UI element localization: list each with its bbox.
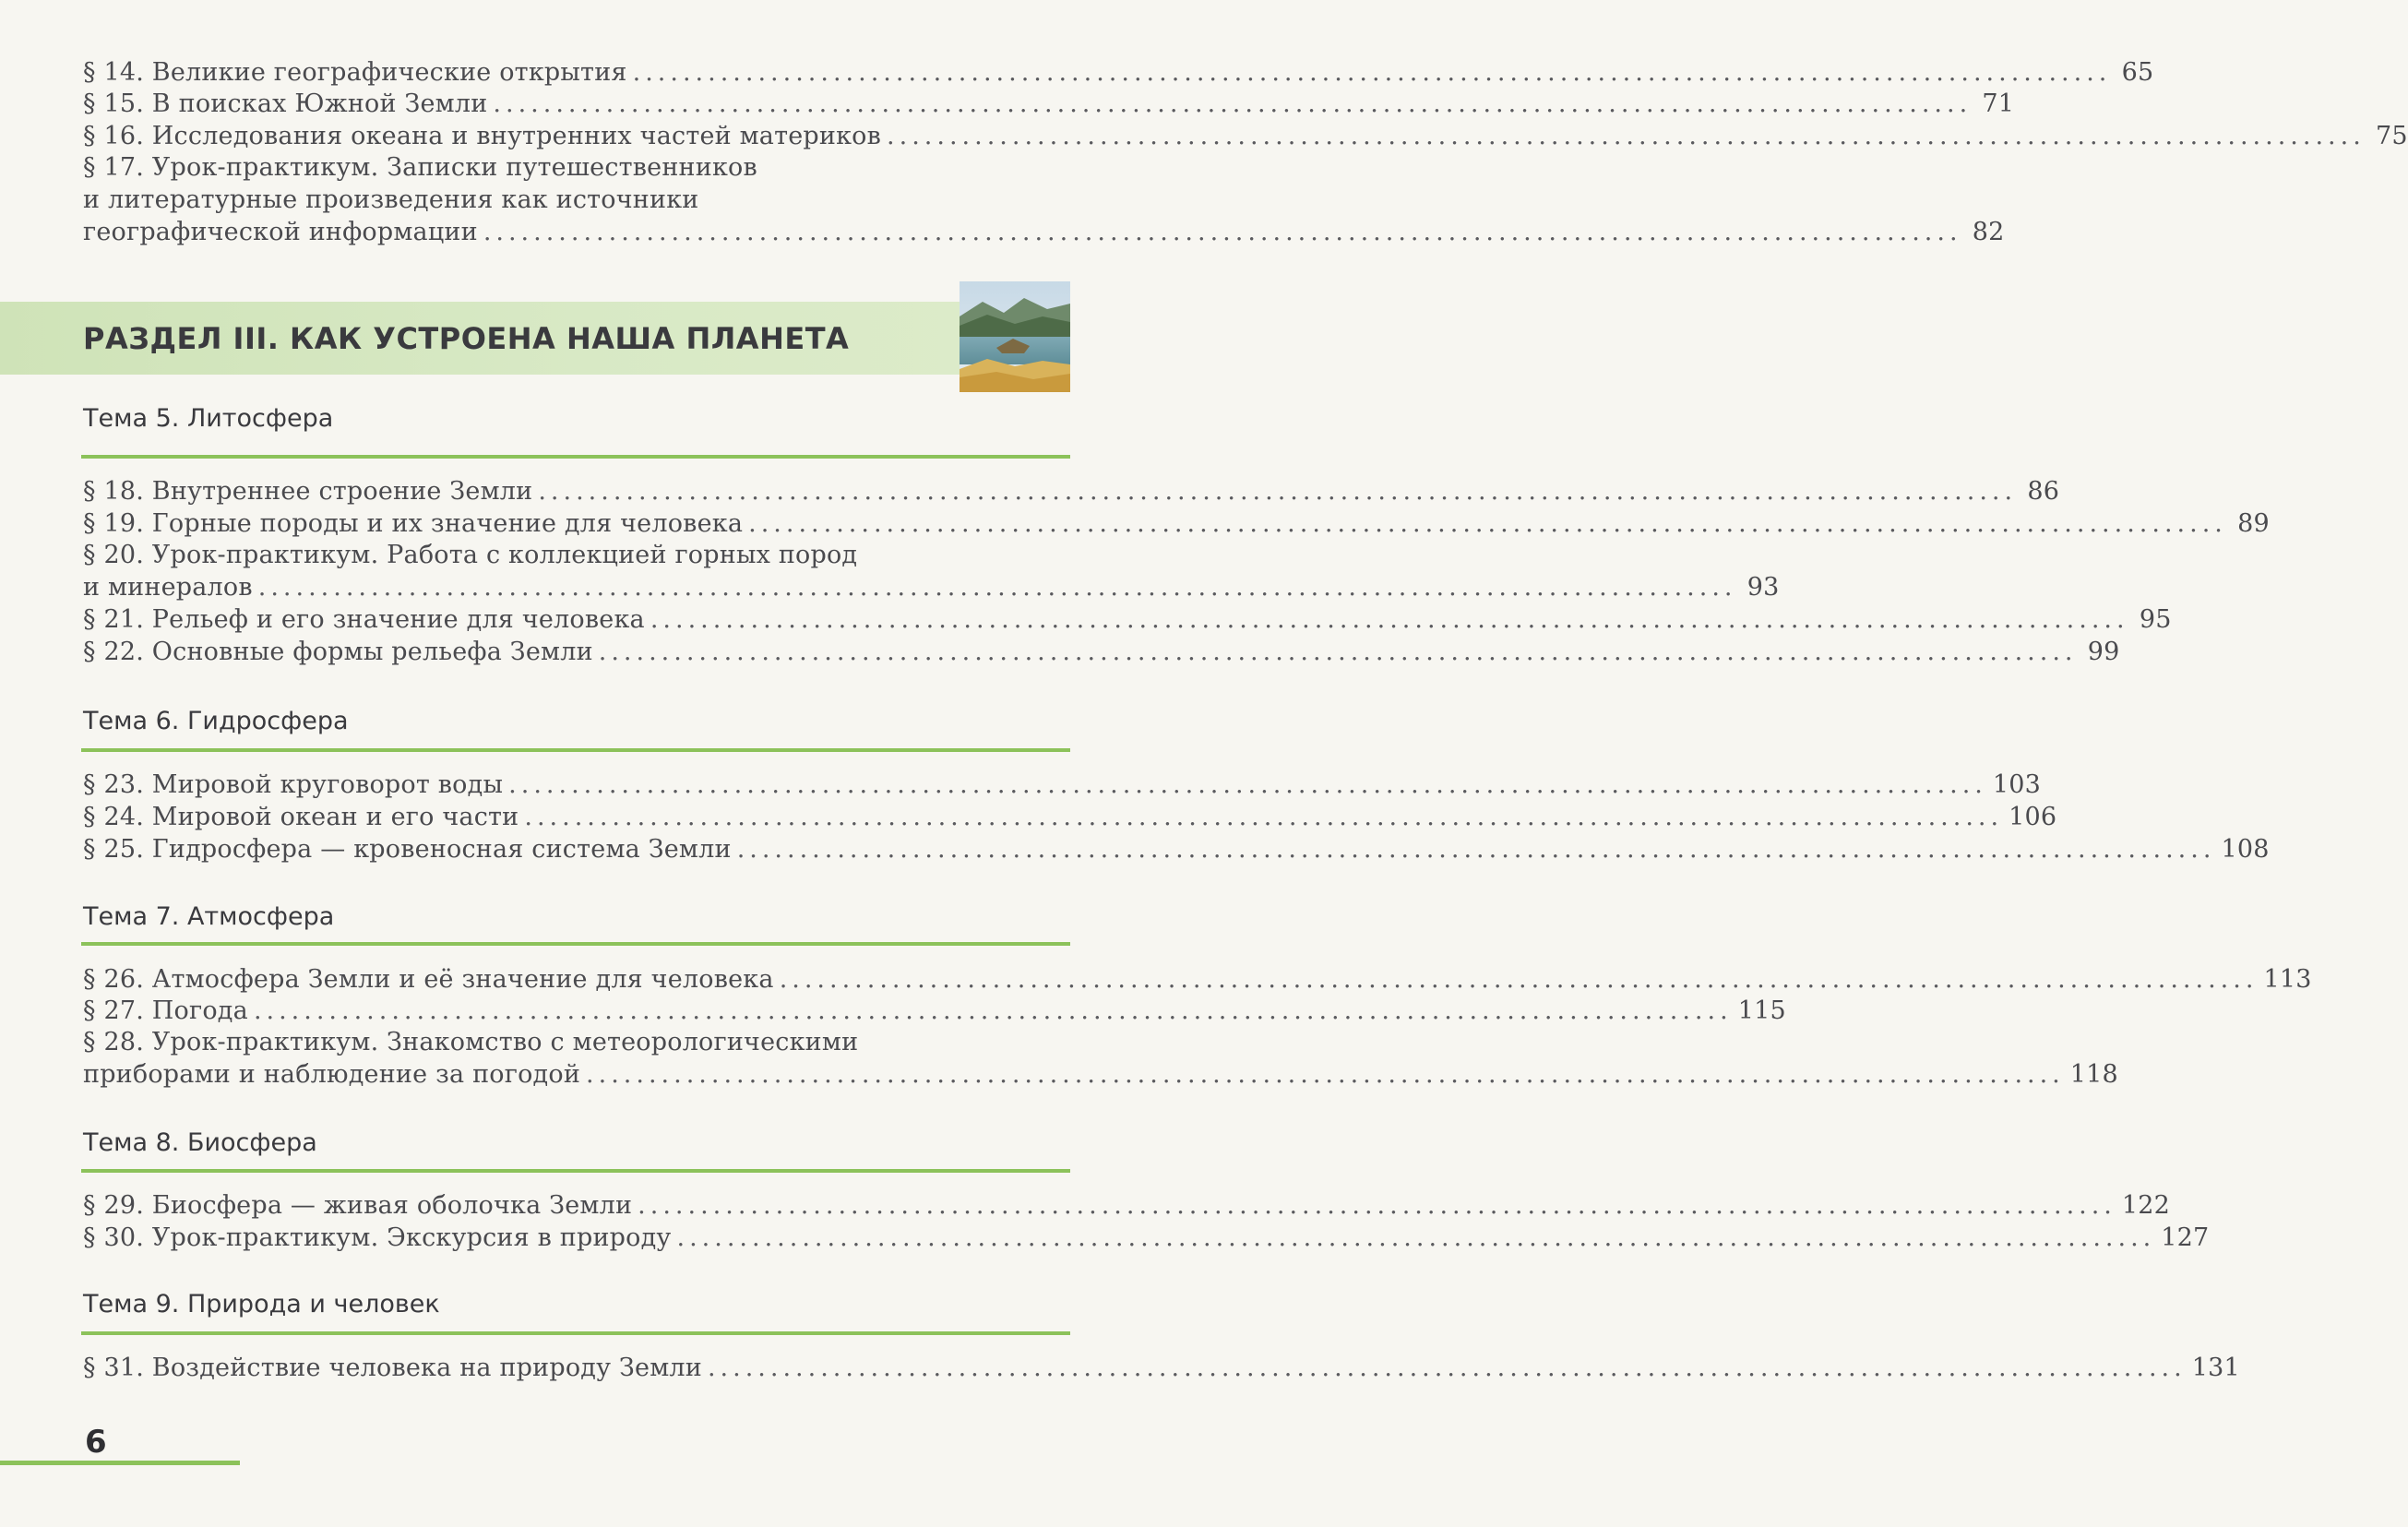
toc-entry-text: § 22. Основные формы рельефа Земли <box>83 638 593 666</box>
toc-entry-22[interactable] <box>83 637 2120 668</box>
toc-entry-page: 86 <box>2027 477 2060 506</box>
topic-divider <box>81 455 1070 459</box>
toc-entry-17-line-2[interactable] <box>83 185 1070 216</box>
toc-entry-23[interactable] <box>83 769 2042 801</box>
toc-entry-text: и литературные произведения как источники <box>83 185 699 214</box>
toc-entry-text: § 17. Урок-практикум. Записки путешественников <box>83 153 757 182</box>
toc-entry-text: и минералов <box>83 573 253 602</box>
toc-entry-29[interactable] <box>83 1190 2171 1222</box>
dot-leader: ...................................................................................................................... <box>887 122 2366 150</box>
dot-leader: ...................................................................................................................... <box>779 965 2259 994</box>
topic-title: Тема 7. Атмосфера <box>83 902 335 931</box>
toc-entry-21[interactable] <box>83 604 2172 636</box>
toc-entry-28-line-1[interactable] <box>83 1027 1070 1058</box>
dot-leader: ...................................................................................................................... <box>538 477 2018 506</box>
toc-entry-page: 82 <box>1972 218 2005 246</box>
toc-entry-page: 127 <box>2161 1223 2210 1252</box>
toc-entry-text: § 25. Гидросфера — кровеносная система Земли <box>83 835 732 864</box>
dot-leader: ...................................................................................................................... <box>508 770 1987 799</box>
dot-leader: ...................................................................................................................... <box>748 509 2227 538</box>
toc-entry-page: 118 <box>2069 1060 2118 1089</box>
toc-entry-28-line-2[interactable] <box>83 1059 2118 1091</box>
toc-entry-text: § 16. Исследования океана и внутренних частей материков <box>83 122 882 150</box>
toc-entry-text: § 20. Урок-практикум. Работа с коллекцией горных пород <box>83 541 858 569</box>
toc-entry-page: 75 <box>2376 122 2408 150</box>
toc-entry-20-line-1[interactable] <box>83 540 1070 571</box>
toc-entry-page: 131 <box>2191 1354 2240 1382</box>
topic-divider <box>81 1169 1070 1173</box>
toc-entry-17-line-3[interactable] <box>83 217 2005 248</box>
dot-leader: ...................................................................................................................... <box>586 1060 2065 1089</box>
toc-entry-text: § 24. Мировой океан и его части <box>83 803 519 831</box>
toc-entry-31[interactable] <box>83 1353 2240 1384</box>
toc-entry-page: 95 <box>2139 605 2172 634</box>
toc-entry-page: 106 <box>2009 803 2057 831</box>
topic-title: Тема 6. Гидросфера <box>83 707 349 735</box>
toc-entry-text: § 19. Горные породы и их значение для человека <box>83 509 744 538</box>
dot-leader: ...................................................................................................................... <box>598 638 2078 666</box>
toc-entry-page: 89 <box>2237 509 2270 538</box>
topic-title: Тема 5. Литосфера <box>83 404 334 433</box>
toc-entry-text: § 31. Воздействие человека на природу Земли <box>83 1354 702 1382</box>
toc-entry-16[interactable] <box>83 121 2408 152</box>
toc-entry-page: 122 <box>2121 1191 2171 1220</box>
toc-entry-19[interactable] <box>83 508 2270 540</box>
dot-leader: ...................................................................................................................... <box>632 58 2112 87</box>
toc-entry-text: § 29. Биосфера — живая оболочка Земли <box>83 1191 633 1220</box>
toc-entry-page: 65 <box>2121 58 2154 87</box>
toc-entry-text: приборами и наблюдение за погодой <box>83 1060 581 1089</box>
toc-entry-page: 93 <box>1746 573 1780 602</box>
toc-entry-text: § 30. Урок-практикум. Экскурсия в природу <box>83 1223 672 1252</box>
dot-leader: ...................................................................................................................... <box>483 218 1962 246</box>
toc-entry-page: 113 <box>2263 965 2312 994</box>
toc-entry-30[interactable] <box>83 1223 2210 1254</box>
topic-divider <box>81 748 1070 752</box>
dot-leader: ...................................................................................................................... <box>257 573 1737 602</box>
toc-entry-25[interactable] <box>83 834 2270 865</box>
dot-leader: ...................................................................................................................... <box>524 803 2004 831</box>
landscape-photo <box>960 281 1070 392</box>
toc-entry-18[interactable] <box>83 476 2060 507</box>
topic-title: Тема 8. Биосфера <box>83 1128 317 1157</box>
topic-title: Тема 9. Природа и человек <box>83 1290 440 1318</box>
toc-entry-27[interactable] <box>83 996 1786 1027</box>
toc-entry-17-line-1[interactable] <box>83 152 1070 184</box>
toc-entry-14[interactable] <box>83 57 2154 89</box>
toc-entry-page: 71 <box>1982 89 2015 118</box>
toc-entry-page: 115 <box>1737 996 1786 1025</box>
dot-leader: ...................................................................................................................... <box>736 835 2216 864</box>
toc-entry-text: географической информации <box>83 218 478 246</box>
topic-divider <box>81 942 1070 946</box>
toc-entry-text: § 23. Мировой круговорот воды <box>83 770 504 799</box>
toc-entry-page: 108 <box>2221 835 2270 864</box>
toc-entry-text: § 14. Великие географические открытия <box>83 58 627 87</box>
toc-entry-page: 103 <box>1992 770 2042 799</box>
toc-entry-text: § 28. Урок-практикум. Знакомство с метеорологическими <box>83 1028 859 1056</box>
section-title: РАЗДЕЛ III. КАК УСТРОЕНА НАША ПЛАНЕТА <box>83 321 850 356</box>
dot-leader: ...................................................................................................................... <box>650 605 2129 634</box>
toc-entry-text: § 26. Атмосфера Земли и её значение для человека <box>83 965 774 994</box>
toc-entry-text: § 21. Рельеф и его значение для человека <box>83 605 645 634</box>
toc-entry-26[interactable] <box>83 964 2312 996</box>
toc-entry-text: § 18. Внутреннее строение Земли <box>83 477 533 506</box>
page-number: 6 <box>85 1424 107 1461</box>
dot-leader: ...................................................................................................................... <box>638 1191 2116 1220</box>
toc-entry-text: § 15. В поисках Южной Земли <box>83 89 488 118</box>
dot-leader: ...................................................................................................................... <box>707 1354 2187 1382</box>
page-number-underline <box>0 1461 240 1465</box>
toc-entry-page: 99 <box>2087 638 2120 666</box>
topic-divider <box>81 1331 1070 1335</box>
toc-entry-15[interactable] <box>83 89 2015 120</box>
toc-entry-text: § 27. Погода <box>83 996 248 1025</box>
dot-leader: ...................................................................................................................... <box>676 1223 2156 1252</box>
toc-entry-24[interactable] <box>83 802 2057 833</box>
dot-leader: ...................................................................................................................... <box>253 996 1733 1025</box>
dot-leader: ...................................................................................................................... <box>493 89 1973 118</box>
toc-entry-20-line-2[interactable] <box>83 572 1780 603</box>
